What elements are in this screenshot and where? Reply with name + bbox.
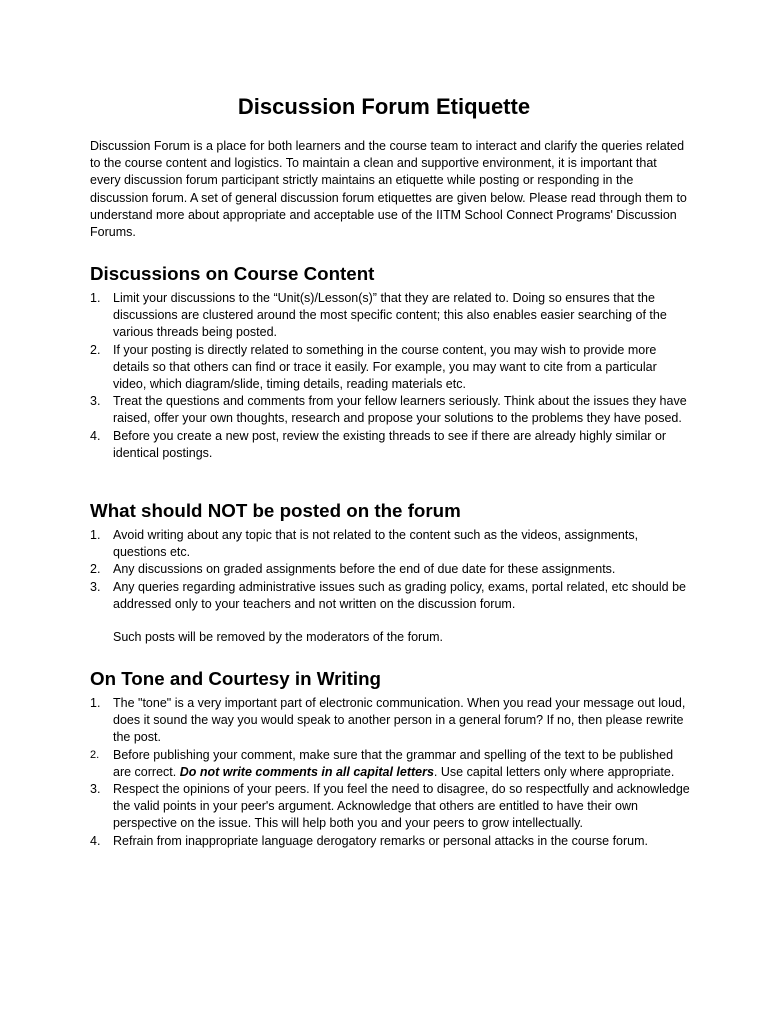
tone-courtesy-list	[90, 695, 690, 850]
emphasis-text: Do not write comments in all capital letters	[179, 764, 434, 779]
document-title: Discussion Forum Etiquette	[237, 94, 531, 119]
list-item-text: If your posting is directly related to something in the course content, you may wish to provide more details so that others can find or trace it easily. For example, you may want to cite from a particular video, which diagram/slide, timing details, reading materials etc.	[113, 342, 657, 392]
section-heading-not-posted: What should NOT be posted on the forum	[90, 500, 461, 521]
section-heading-course-content: Discussions on Course Content	[90, 263, 375, 284]
list-item-text: The "tone" is a very important part of electronic communication. When you read your message out loud, does it sound the way you would speak to another person in a general forum? If no, then please rewrite the post.	[113, 696, 686, 745]
list-item-number: 1.	[90, 528, 101, 542]
list-item	[90, 695, 690, 747]
list-item-number: 2.	[90, 562, 101, 577]
intro-paragraph: Discussion Forum is a place for both learners and the course team to interact and clarify the queries related to the course content and logistics. To maintain a clean and supportive environment, it is important that every discussion forum participant strictly maintains an etiquette while posting or responding in the discussion forum. A set of general discussion forum etiquettes are given below. Please read through them to understand more about appropriate and acceptable use of the IITM School Connect Programs' Discussion Forums.	[90, 139, 687, 240]
list-item-number: 4.	[90, 833, 101, 848]
list-item	[90, 579, 690, 613]
list-item	[90, 561, 690, 578]
list-item	[90, 747, 690, 781]
list-item	[90, 833, 690, 850]
list-item-number: 4.	[90, 428, 101, 443]
list-item-text: Respect the opinions of your peers. If you feel the need to disagree, do so respectfully and acknowledge the valid points in your peer's argument. Acknowledge that others are entitled to have their own perspective on the issue. This will help both you and your peers to grow intellectually.	[113, 782, 690, 831]
list-item	[90, 527, 690, 561]
list-item-text-before: Before publishing your comment, make sure that the grammar and spelling of the text to be published are correct.	[113, 747, 674, 779]
section-heading-tone-courtesy: On Tone and Courtesy in Writing	[90, 668, 381, 689]
not-posted-list	[90, 527, 690, 613]
list-item-text: Before you create a new post, review the existing threads to see if there are already highly similar or identical postings.	[113, 428, 667, 460]
list-item-text: Treat the questions and comments from your fellow learners seriously. Think about the issues they have raised, offer your own thoughts, research and propose your solutions to the problems they have posed.	[113, 394, 687, 426]
list-item-text: Any discussions on graded assignments before the end of due date for these assignments.	[113, 562, 616, 577]
list-item-number: 3.	[90, 394, 101, 409]
list-item	[90, 428, 690, 462]
list-item-number: 1.	[90, 696, 101, 710]
list-item-number: 2.	[90, 342, 101, 357]
moderation-note: Such posts will be removed by the moderators of the forum.	[113, 630, 444, 644]
list-item-text-after: . Use capital letters only where appropriate.	[433, 764, 675, 779]
list-item	[90, 781, 690, 833]
list-item-number: 1.	[90, 291, 101, 305]
list-item-text: Avoid writing about any topic that is not related to the content such as the videos, assignments, questions etc.	[113, 528, 639, 560]
list-item	[90, 290, 690, 342]
list-item-text: Any queries regarding administrative issues such as grading policy, exams, portal related, etc should be addressed only to your teachers and not written on the discussion forum.	[113, 579, 686, 611]
list-item	[90, 393, 690, 427]
list-item-text: Refrain from inappropriate language derogatory remarks or personal attacks in the course forum.	[113, 833, 648, 848]
list-item-number: 3.	[90, 782, 101, 797]
course-content-list	[90, 290, 690, 462]
list-item	[90, 342, 690, 394]
list-item-number: 2.	[90, 748, 100, 761]
list-item-number: 3.	[90, 579, 101, 594]
list-item-text: Limit your discussions to the “Unit(s)/Lesson(s)” that they are related to. Doing so ensures that the discussions are clustered around the most specific content; this also enables easier searching of the various threads being posted.	[113, 291, 667, 340]
